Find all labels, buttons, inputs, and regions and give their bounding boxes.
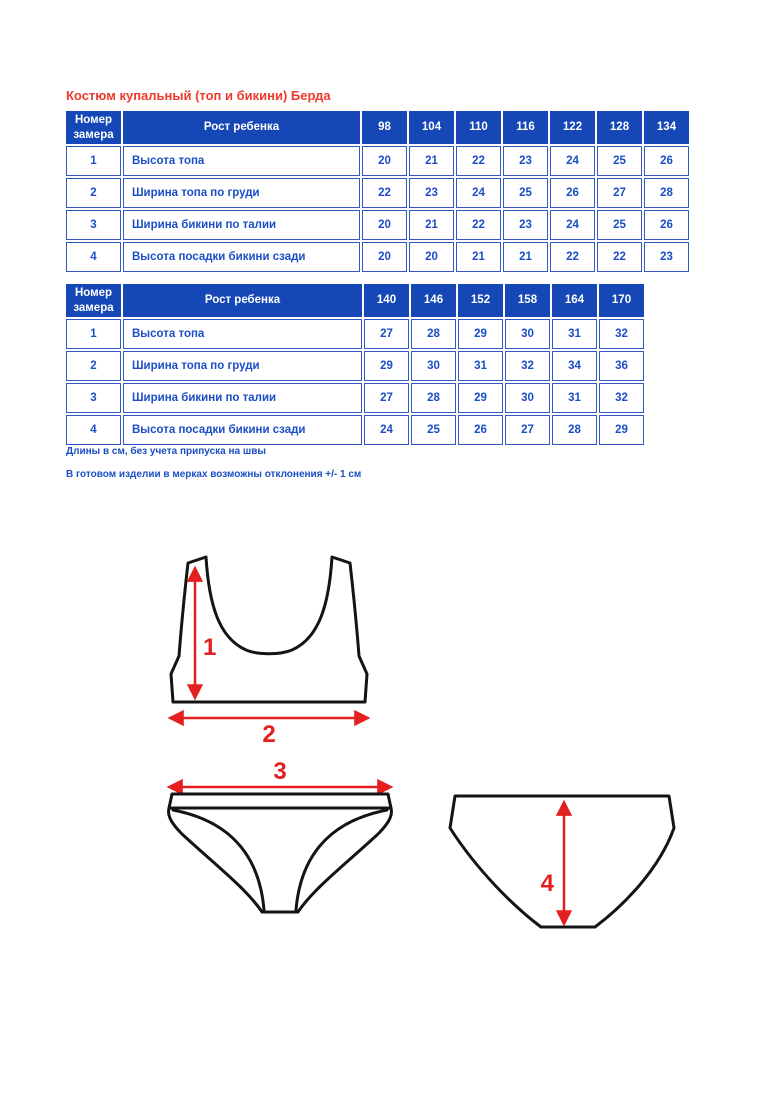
value-cell: 20 (362, 146, 407, 176)
table-row (66, 178, 689, 208)
size-header-cell: 98 (362, 111, 407, 144)
value-cell: 28 (411, 319, 456, 349)
measure-label-cell: Ширина топа по груди (123, 351, 362, 381)
measure-number-cell: 1 (66, 146, 121, 176)
measure-number-cell: 2 (66, 178, 121, 208)
value-cell: 30 (505, 319, 550, 349)
value-cell: 23 (503, 210, 548, 240)
size-header-cell: 152 (458, 284, 503, 317)
table-row (66, 210, 689, 240)
measure-label-3: 3 (273, 760, 287, 785)
table-row (66, 383, 644, 413)
measure-label-cell: Ширина бикини по талии (123, 210, 360, 240)
size-header-cell: 146 (411, 284, 456, 317)
table-row (66, 351, 644, 381)
header-row (66, 284, 644, 317)
value-cell: 22 (597, 242, 642, 272)
value-cell: 23 (503, 146, 548, 176)
measure-number-cell: 3 (66, 210, 121, 240)
value-cell: 26 (550, 178, 595, 208)
value-cell: 22 (456, 146, 501, 176)
measure-number-cell: 1 (66, 319, 121, 349)
value-cell: 25 (503, 178, 548, 208)
size-header-cell: 158 (505, 284, 550, 317)
value-cell: 29 (458, 383, 503, 413)
value-cell: 22 (362, 178, 407, 208)
header-row (66, 111, 689, 144)
table-row (66, 242, 689, 272)
value-cell: 32 (505, 351, 550, 381)
size-header-cell: 134 (644, 111, 689, 144)
bikini-bottom-front-waistband (169, 794, 391, 808)
bikini-bottom-front-left-leg-hem (173, 810, 264, 910)
value-cell: 30 (411, 351, 456, 381)
value-cell: 21 (409, 146, 454, 176)
measure-label-4: 4 (540, 870, 554, 897)
page-title: Костюм купальный (топ и бикини) Берда (66, 88, 331, 103)
measure-number-cell: 3 (66, 383, 121, 413)
size-header-cell: 110 (456, 111, 501, 144)
corner-header-cell: Номер замера (66, 284, 121, 317)
table-row (66, 415, 644, 445)
value-cell: 23 (644, 242, 689, 272)
value-cell: 31 (458, 351, 503, 381)
value-cell: 23 (409, 178, 454, 208)
value-cell: 29 (458, 319, 503, 349)
value-cell: 27 (364, 383, 409, 413)
measure-label-cell: Ширина топа по груди (123, 178, 360, 208)
value-cell: 36 (599, 351, 644, 381)
value-cell: 26 (644, 146, 689, 176)
note-lengths-in-cm: Длины в см, без учета припуска на швы (66, 446, 266, 457)
value-cell: 32 (599, 383, 644, 413)
bikini-bottom-back-outline-shape (450, 796, 674, 927)
size-header-cell: 128 (597, 111, 642, 144)
size-header-cell: 104 (409, 111, 454, 144)
value-cell: 27 (597, 178, 642, 208)
value-cell: 25 (597, 146, 642, 176)
bikini-bottom-back-drawing (448, 788, 676, 940)
value-cell: 27 (364, 319, 409, 349)
value-cell: 28 (644, 178, 689, 208)
value-cell: 29 (599, 415, 644, 445)
bikini-bottom-front-right-leg-hem (296, 810, 387, 910)
value-cell: 28 (552, 415, 597, 445)
value-cell: 31 (552, 319, 597, 349)
measure-name-header-cell: Рост ребенка (123, 284, 362, 317)
measure-label-cell: Высота посадки бикини сзади (123, 415, 362, 445)
value-cell: 29 (364, 351, 409, 381)
measure-label-cell: Высота топа (123, 146, 360, 176)
measure-number-cell: 4 (66, 415, 121, 445)
value-cell: 22 (456, 210, 501, 240)
bikini-top-drawing (164, 550, 389, 746)
value-cell: 32 (599, 319, 644, 349)
value-cell: 31 (552, 383, 597, 413)
table-row (66, 319, 644, 349)
measure-label-1: 1 (203, 634, 217, 661)
table-row (66, 146, 689, 176)
value-cell: 24 (550, 146, 595, 176)
size-header-cell: 122 (550, 111, 595, 144)
value-cell: 22 (550, 242, 595, 272)
corner-header-cell: Номер замера (66, 111, 121, 144)
size-table-small-sizes (64, 109, 691, 274)
measure-number-cell: 2 (66, 351, 121, 381)
value-cell: 34 (552, 351, 597, 381)
note-tolerance: В готовом изделии в мерках возможны отклонения +/- 1 см (66, 469, 362, 480)
measure-label-cell: Ширина бикини по талии (123, 383, 362, 413)
bikini-bottom-front-drawing (160, 760, 400, 932)
value-cell: 20 (362, 242, 407, 272)
size-header-cell: 140 (364, 284, 409, 317)
value-cell: 24 (364, 415, 409, 445)
value-cell: 25 (411, 415, 456, 445)
measure-label-2: 2 (262, 721, 276, 746)
value-cell: 30 (505, 383, 550, 413)
size-header-cell: 164 (552, 284, 597, 317)
value-cell: 24 (550, 210, 595, 240)
value-cell: 20 (409, 242, 454, 272)
size-table-big-sizes (64, 282, 646, 447)
value-cell: 20 (362, 210, 407, 240)
value-cell: 21 (503, 242, 548, 272)
bikini-bottom-front-outline-shape (169, 808, 392, 912)
bikini-top-outline-shape (171, 557, 367, 702)
value-cell: 24 (456, 178, 501, 208)
measure-number-cell: 4 (66, 242, 121, 272)
value-cell: 25 (597, 210, 642, 240)
value-cell: 27 (505, 415, 550, 445)
value-cell: 21 (409, 210, 454, 240)
measure-label-cell: Высота топа (123, 319, 362, 349)
value-cell: 26 (644, 210, 689, 240)
value-cell: 26 (458, 415, 503, 445)
value-cell: 28 (411, 383, 456, 413)
measure-label-cell: Высота посадки бикини сзади (123, 242, 360, 272)
size-header-cell: 116 (503, 111, 548, 144)
value-cell: 21 (456, 242, 501, 272)
measure-name-header-cell: Рост ребенка (123, 111, 360, 144)
size-header-cell: 170 (599, 284, 644, 317)
